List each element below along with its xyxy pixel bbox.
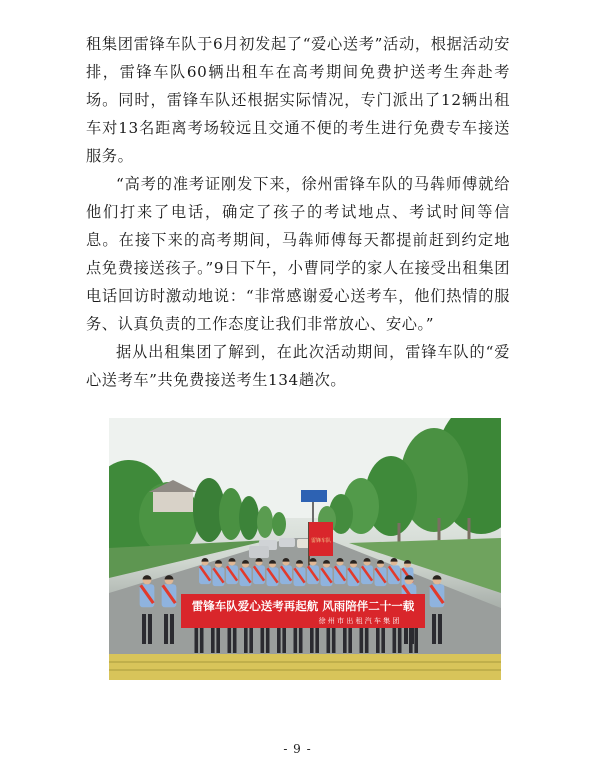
paragraph-3: 据从出租集团了解到，在此次活动期间，雷锋车队的“爱心送考车”共免费接送考生134趟次。	[86, 343, 510, 389]
paragraph-1: 租集团雷锋车队于6月初发起了“爱心送考”活动，根据活动安排，雷锋车队60辆出租车在高考期间免费护送考生奔赴考场。同时，雷锋车队还根据实际情况，专门派出了12辆出租车对13名距离考场较远且交通不便的考生进行免费专车接送服务。	[86, 35, 510, 165]
road-sign	[301, 490, 327, 502]
banner-sub-text: 徐 州 市 出 租 汽 车 集 团	[318, 617, 400, 625]
person	[430, 575, 445, 607]
flag-text: 雷锋车队	[310, 538, 332, 544]
paragraph-2: “高考的准考证刚发下来，徐州雷锋车队的马犇师傅就给他们打来了电话，确定了孩子的考试地点、考试时间等信息。在接下来的高考期间，马犇师傅每天都提前赶到约定地点免费接送孩子。”9日下午，小曹同学的家人在接受出租集团电话回访时激动地说：“非常感谢爱心送考车，他们热情的服务、认真负责的工作态度让我们非常放心、安心。”	[86, 175, 510, 333]
article-body	[86, 30, 510, 394]
banner-main-text: 雷锋车队爱心送考再起航 风雨陪伴二十一载	[191, 599, 415, 613]
person	[199, 558, 211, 584]
page-number: - 9 -	[283, 742, 312, 756]
group-photo	[109, 418, 501, 680]
person	[388, 558, 400, 584]
